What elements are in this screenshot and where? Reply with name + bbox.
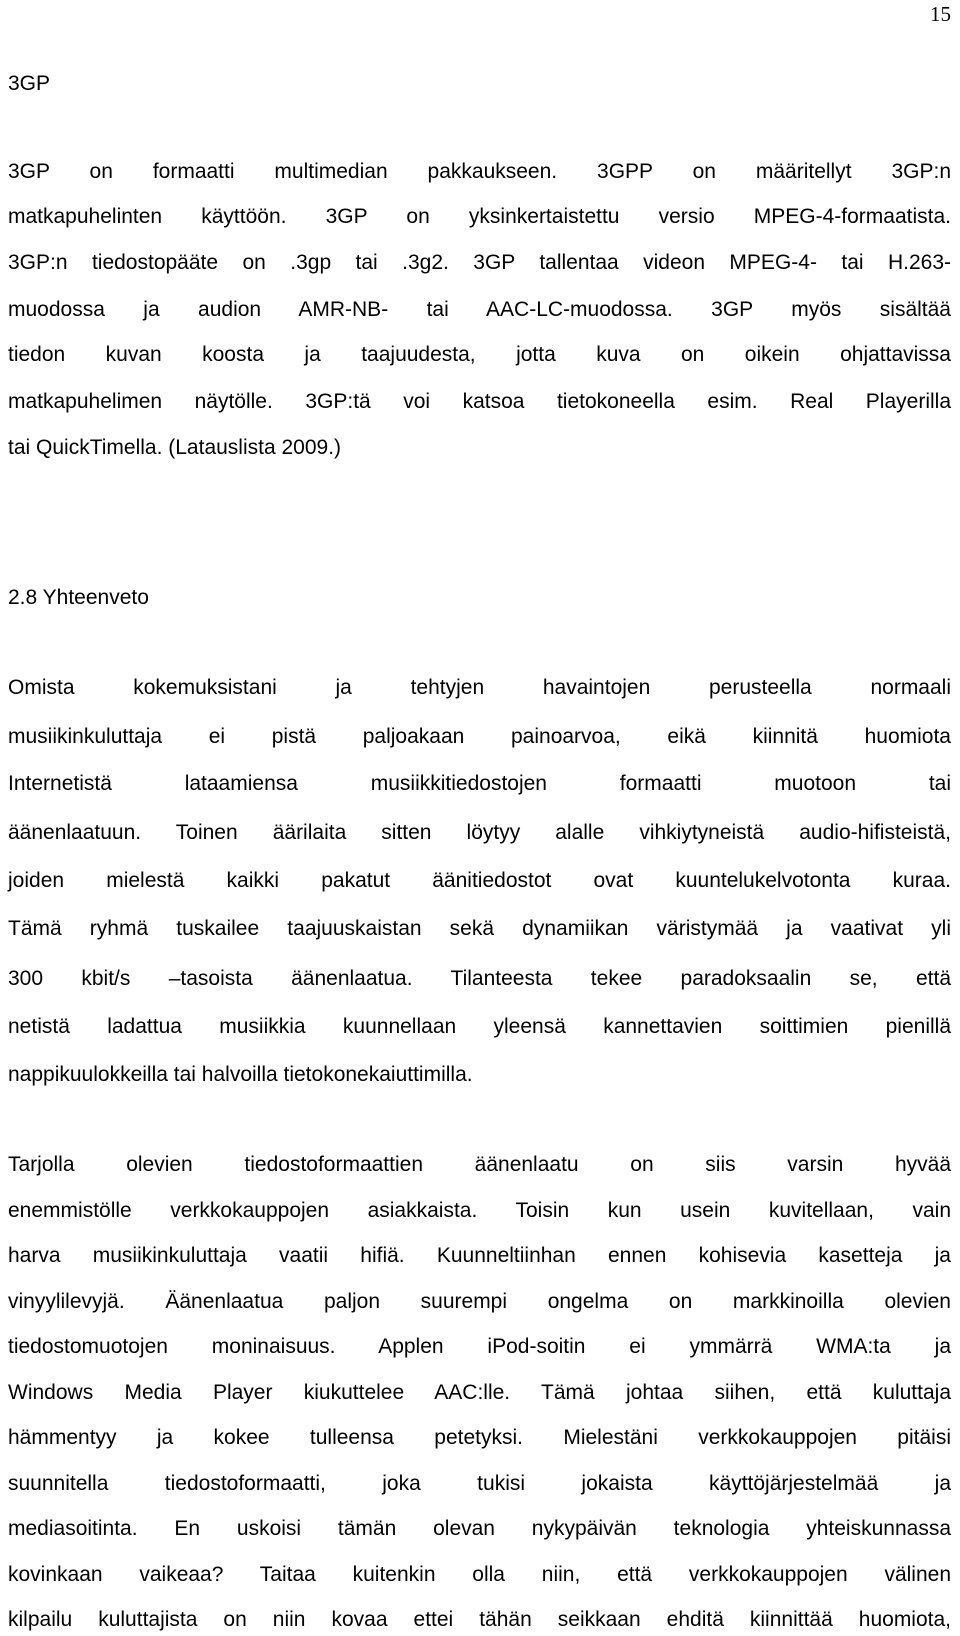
- text-line: muodossa ja audion AMR-NB- tai AAC-LC-muodossa. 3GP myös sisältää: [8, 298, 951, 321]
- text-line: äänenlaatuun. Toinen äärilaita sitten löytyy alalle vihkiytyneistä audio-hifisteistä,: [8, 821, 951, 844]
- text-line: kilpailu kuluttajista on niin kovaa ettei tähän seikkaan ehditä kiinnittää huomiota,: [8, 1608, 951, 1631]
- text-line: Windows Media Player kiukuttelee AAC:lle. Tämä johtaa siihen, että kuluttaja: [8, 1381, 951, 1404]
- text-line: matkapuhelimen näytölle. 3GP:tä voi katsoa tietokoneella esim. Real Playerilla: [8, 390, 951, 413]
- page-number: 15: [930, 2, 951, 26]
- text-line: enemmistölle verkkokauppojen asiakkaista. Toisin kun usein kuvitellaan, vain: [8, 1199, 951, 1222]
- text-line: harva musiikinkuluttaja vaatii hifiä. Kuunneltiinhan ennen kohisevia kasetteja ja: [8, 1244, 951, 1267]
- text-line: kovinkaan vaikeaa? Taitaa kuitenkin olla niin, että verkkokauppojen välinen: [8, 1563, 951, 1586]
- text-line: mediasoitinta. En uskoisi tämän olevan nykypäivän teknologia yhteiskunnassa: [8, 1517, 951, 1540]
- text-line: hämmentyy ja kokee tulleensa petetyksi. Mielestäni verkkokauppojen pitäisi: [8, 1426, 951, 1449]
- text-line: vinyylilevyjä. Äänenlaatua paljon suurempi ongelma on markkinoilla olevien: [8, 1290, 951, 1313]
- text-line: 3GP on formaatti multimedian pakkaukseen. 3GPP on määritellyt 3GP:n: [8, 160, 951, 183]
- text-line: tiedon kuvan koosta ja taajuudesta, jotta kuva on oikein ohjattavissa: [8, 343, 951, 366]
- text-line: Tarjolla olevien tiedostoformaattien äänenlaatu on siis varsin hyvää: [8, 1153, 951, 1176]
- text-line: musiikinkuluttaja ei pistä paljoakaan painoarvoa, eikä kiinnitä huomiota: [8, 725, 951, 748]
- text-line: suunnitella tiedostoformaatti, joka tukisi jokaista käyttöjärjestelmää ja: [8, 1472, 951, 1495]
- text-line: Omista kokemuksistani ja tehtyjen havaintojen perusteella normaali: [8, 676, 951, 699]
- text-line: Tämä ryhmä tuskailee taajuuskaistan sekä dynamiikan väristymää ja vaativat yli: [8, 917, 951, 940]
- text-line: joiden mielestä kaikki pakatut äänitiedostot ovat kuuntelukelvotonta kuraa.: [8, 869, 951, 892]
- text-line: nappikuulokkeilla tai halvoilla tietokonekaiuttimilla.: [8, 1063, 473, 1086]
- text-line: 300 kbit/s –tasoista äänenlaatua. Tilanteesta tekee paradoksaalin se, että: [8, 967, 951, 990]
- text-line: tiedostomuotojen moninaisuus. Applen iPod-soitin ei ymmärrä WMA:ta ja: [8, 1335, 951, 1358]
- text-line: netistä ladattua musiikkia kuunnellaan yleensä kannettavien soittimien pienillä: [8, 1015, 951, 1038]
- text-line: Internetistä lataamiensa musiikkitiedostojen formaatti muotoon tai: [8, 772, 951, 795]
- text-line: tai QuickTimella. (Latauslista 2009.): [8, 436, 342, 459]
- section-heading-summary: 2.8 Yhteenveto: [8, 586, 149, 609]
- section-heading-3gp: 3GP: [8, 72, 51, 95]
- text-line: matkapuhelinten käyttöön. 3GP on yksinkertaistettu versio MPEG-4-formaatista.: [8, 205, 951, 228]
- text-line: 3GP:n tiedostopääte on .3gp tai .3g2. 3GP tallentaa videon MPEG-4- tai H.263-: [8, 251, 951, 274]
